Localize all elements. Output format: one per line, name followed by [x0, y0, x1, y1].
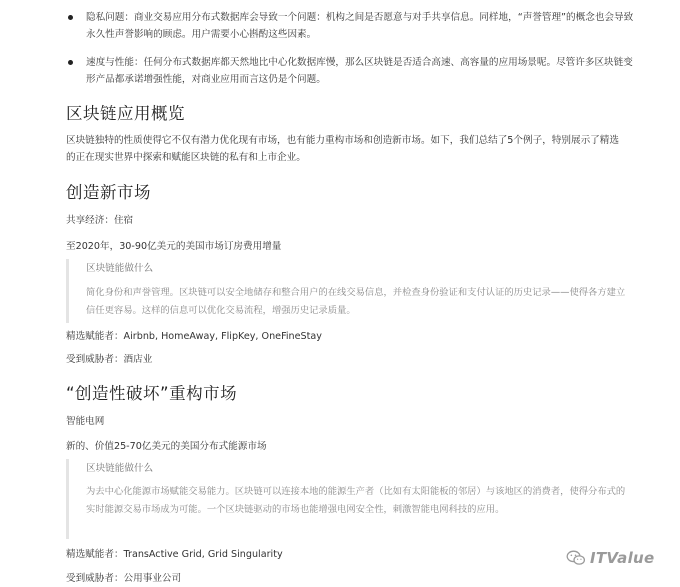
watermark-text: ITValue: [590, 549, 655, 567]
section1-quote-body: 简化身份和声誉管理。区块链可以安全地储存和整合用户的在线交易信息，并检查身份验证和支付认证的历史记录——使得各方建立信任更容易。这样的信息可以优化交易流程，增强历史记录质量。: [86, 287, 626, 316]
section2-sector: 智能电网: [66, 416, 105, 427]
list-item: [66, 54, 636, 88]
overview-paragraph: 区块链独特的性质使得它不仅有潜力优化现有市场，也有能力重构市场和创造新市场。如下，我们总结了5个例子，特别展示了精选的正在现实世界中探索和赋能区块链的私有和上市企业。: [66, 135, 619, 163]
section2-quote-body: 为去中心化能源市场赋能交易能力。区块链可以连接本地的能源生产者（比如有太阳能板的邻居）与该地区的消费者，使得分布式的实时能源交易市场成为可能。一个区块链驱动的市场也能增强电网安全性，刺激智能电网科技的应用。: [86, 486, 626, 515]
section1-quote-title: 区块链能做什么: [86, 263, 154, 274]
section1-sector: 共享经济：住宿: [66, 215, 134, 226]
section1-heading: 创造新市场: [66, 183, 151, 202]
wechat-icon: [566, 550, 586, 566]
bullet-dot-icon: [68, 15, 73, 20]
section2-heading: “创造性破坏”重构市场: [66, 384, 238, 403]
bullet-dot-icon: [68, 60, 73, 65]
section2-market: 新的、价值25-70亿美元的美国分布式能源市场: [66, 441, 267, 452]
watermark: [566, 549, 654, 567]
list-item: [66, 9, 636, 43]
section1-threatened: 受到威胁者：酒店业: [66, 354, 153, 365]
overview-heading: 区块链应用概览: [66, 104, 185, 123]
risk-list: [66, 9, 636, 88]
section2-enablers: 精选赋能者：TransActive Grid, Grid Singularity: [66, 549, 283, 560]
bullet-text-privacy: 隐私问题：商业交易应用分布式数据库会导致一个问题：机构之间是否愿意与对手共享信息。同样地，“声誉管理”的概念也会导致永久性声誉影响的顾虑。用户需要小心斟酌这些因素。: [86, 12, 634, 40]
section2-threatened: 受到威胁者：公用事业公司: [66, 573, 182, 584]
section1-market: 至2020年，30-90亿美元的美国市场订房费用增量: [66, 241, 282, 252]
bullet-text-performance: 速度与性能：任何分布式数据库都天然地比中心化数据库慢，那么区块链是否适合高速、高容量的应用场景呢。尽管许多区块链变形产品都承诺增强性能，对商业应用而言这仍是个问题。: [86, 57, 633, 85]
section2-quote: [66, 459, 626, 539]
section1-enablers: 精选赋能者：Airbnb, HomeAway, FlipKey, OneFineStay: [66, 331, 322, 342]
section2-quote-title: 区块链能做什么: [86, 463, 154, 474]
section1-quote: [66, 259, 626, 323]
